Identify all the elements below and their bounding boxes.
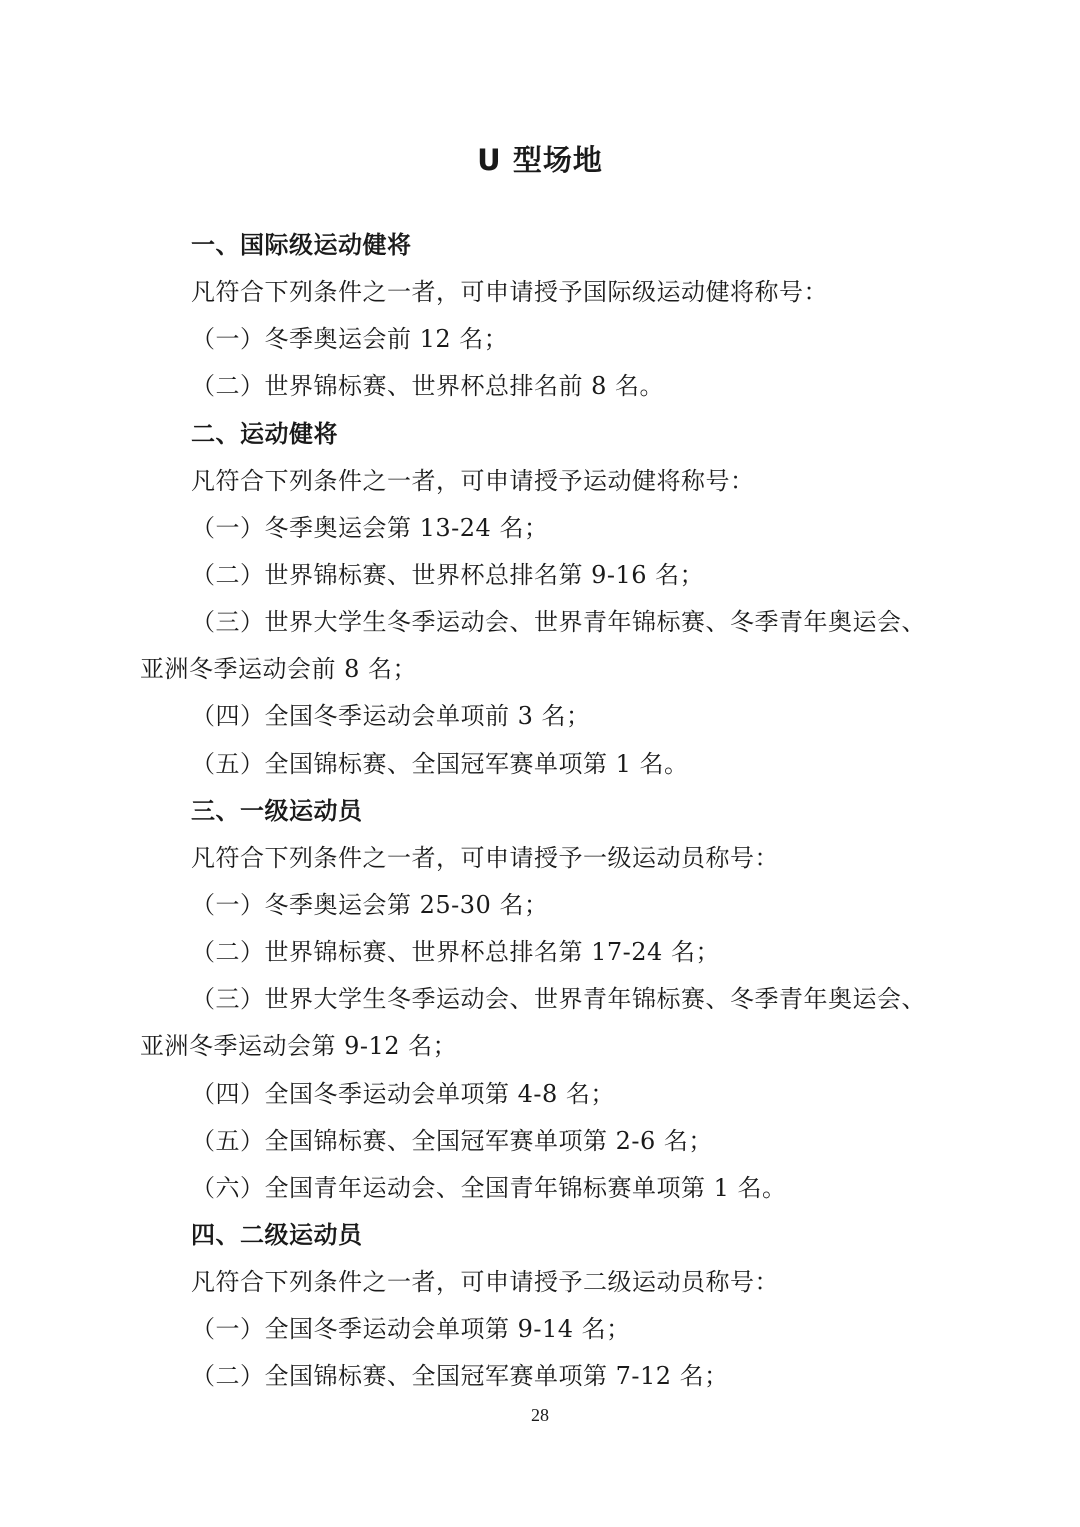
list-item: （一）冬季奥运会第 13-24 名； bbox=[191, 513, 549, 542]
section-intro: 凡符合下列条件之一者，可申请授予一级运动员称号： bbox=[191, 843, 779, 872]
list-item: （二）世界锦标赛、世界杯总排名第 17-24 名； bbox=[191, 938, 720, 967]
page-number: 28 bbox=[531, 1405, 549, 1425]
list-item: （二）全国锦标赛、全国冠军赛单项第 7-12 名； bbox=[191, 1362, 729, 1391]
section-intro: 凡符合下列条件之一者，可申请授予运动健将称号： bbox=[191, 466, 755, 495]
section-intro: 凡符合下列条件之一者，可申请授予国际级运动健将称号： bbox=[191, 278, 828, 307]
list-item: （五）全国锦标赛、全国冠军赛单项第 1 名。 bbox=[191, 749, 689, 778]
section-heading: 一、国际级运动健将 bbox=[191, 231, 412, 259]
list-item-continuation: 亚洲冬季运动会前 8 名； bbox=[140, 655, 418, 684]
list-item: （四）全国冬季运动会单项前 3 名； bbox=[191, 702, 591, 731]
section-heading: 三、一级运动员 bbox=[191, 796, 363, 825]
list-item: （六）全国青年运动会、全国青年锦标赛单项第 1 名。 bbox=[191, 1173, 787, 1202]
document-body bbox=[140, 222, 960, 1401]
list-item: （四）全国冬季运动会单项第 4-8 名； bbox=[191, 1079, 615, 1108]
list-item: （五）全国锦标赛、全国冠军赛单项第 2-6 名； bbox=[191, 1126, 713, 1155]
section-heading: 二、运动健将 bbox=[191, 419, 338, 448]
list-item: （三）世界大学生冬季运动会、世界青年锦标赛、冬季青年奥运会、 bbox=[191, 608, 926, 637]
list-item: （一）全国冬季运动会单项第 9-14 名； bbox=[191, 1315, 631, 1344]
list-item: （二）世界锦标赛、世界杯总排名前 8 名。 bbox=[191, 372, 665, 401]
list-item: （二）世界锦标赛、世界杯总排名第 9-16 名； bbox=[191, 560, 705, 589]
list-item: （一）冬季奥运会前 12 名； bbox=[191, 325, 509, 354]
list-item-continuation: 亚洲冬季运动会第 9-12 名； bbox=[140, 1032, 458, 1061]
list-item: （一）冬季奥运会第 25-30 名； bbox=[191, 890, 549, 919]
page-title: U 型场地 bbox=[477, 143, 603, 177]
list-item: （三）世界大学生冬季运动会、世界青年锦标赛、冬季青年奥运会、 bbox=[191, 985, 926, 1014]
section-heading: 四、二级运动员 bbox=[191, 1220, 363, 1249]
section-intro: 凡符合下列条件之一者，可申请授予二级运动员称号： bbox=[191, 1268, 779, 1297]
